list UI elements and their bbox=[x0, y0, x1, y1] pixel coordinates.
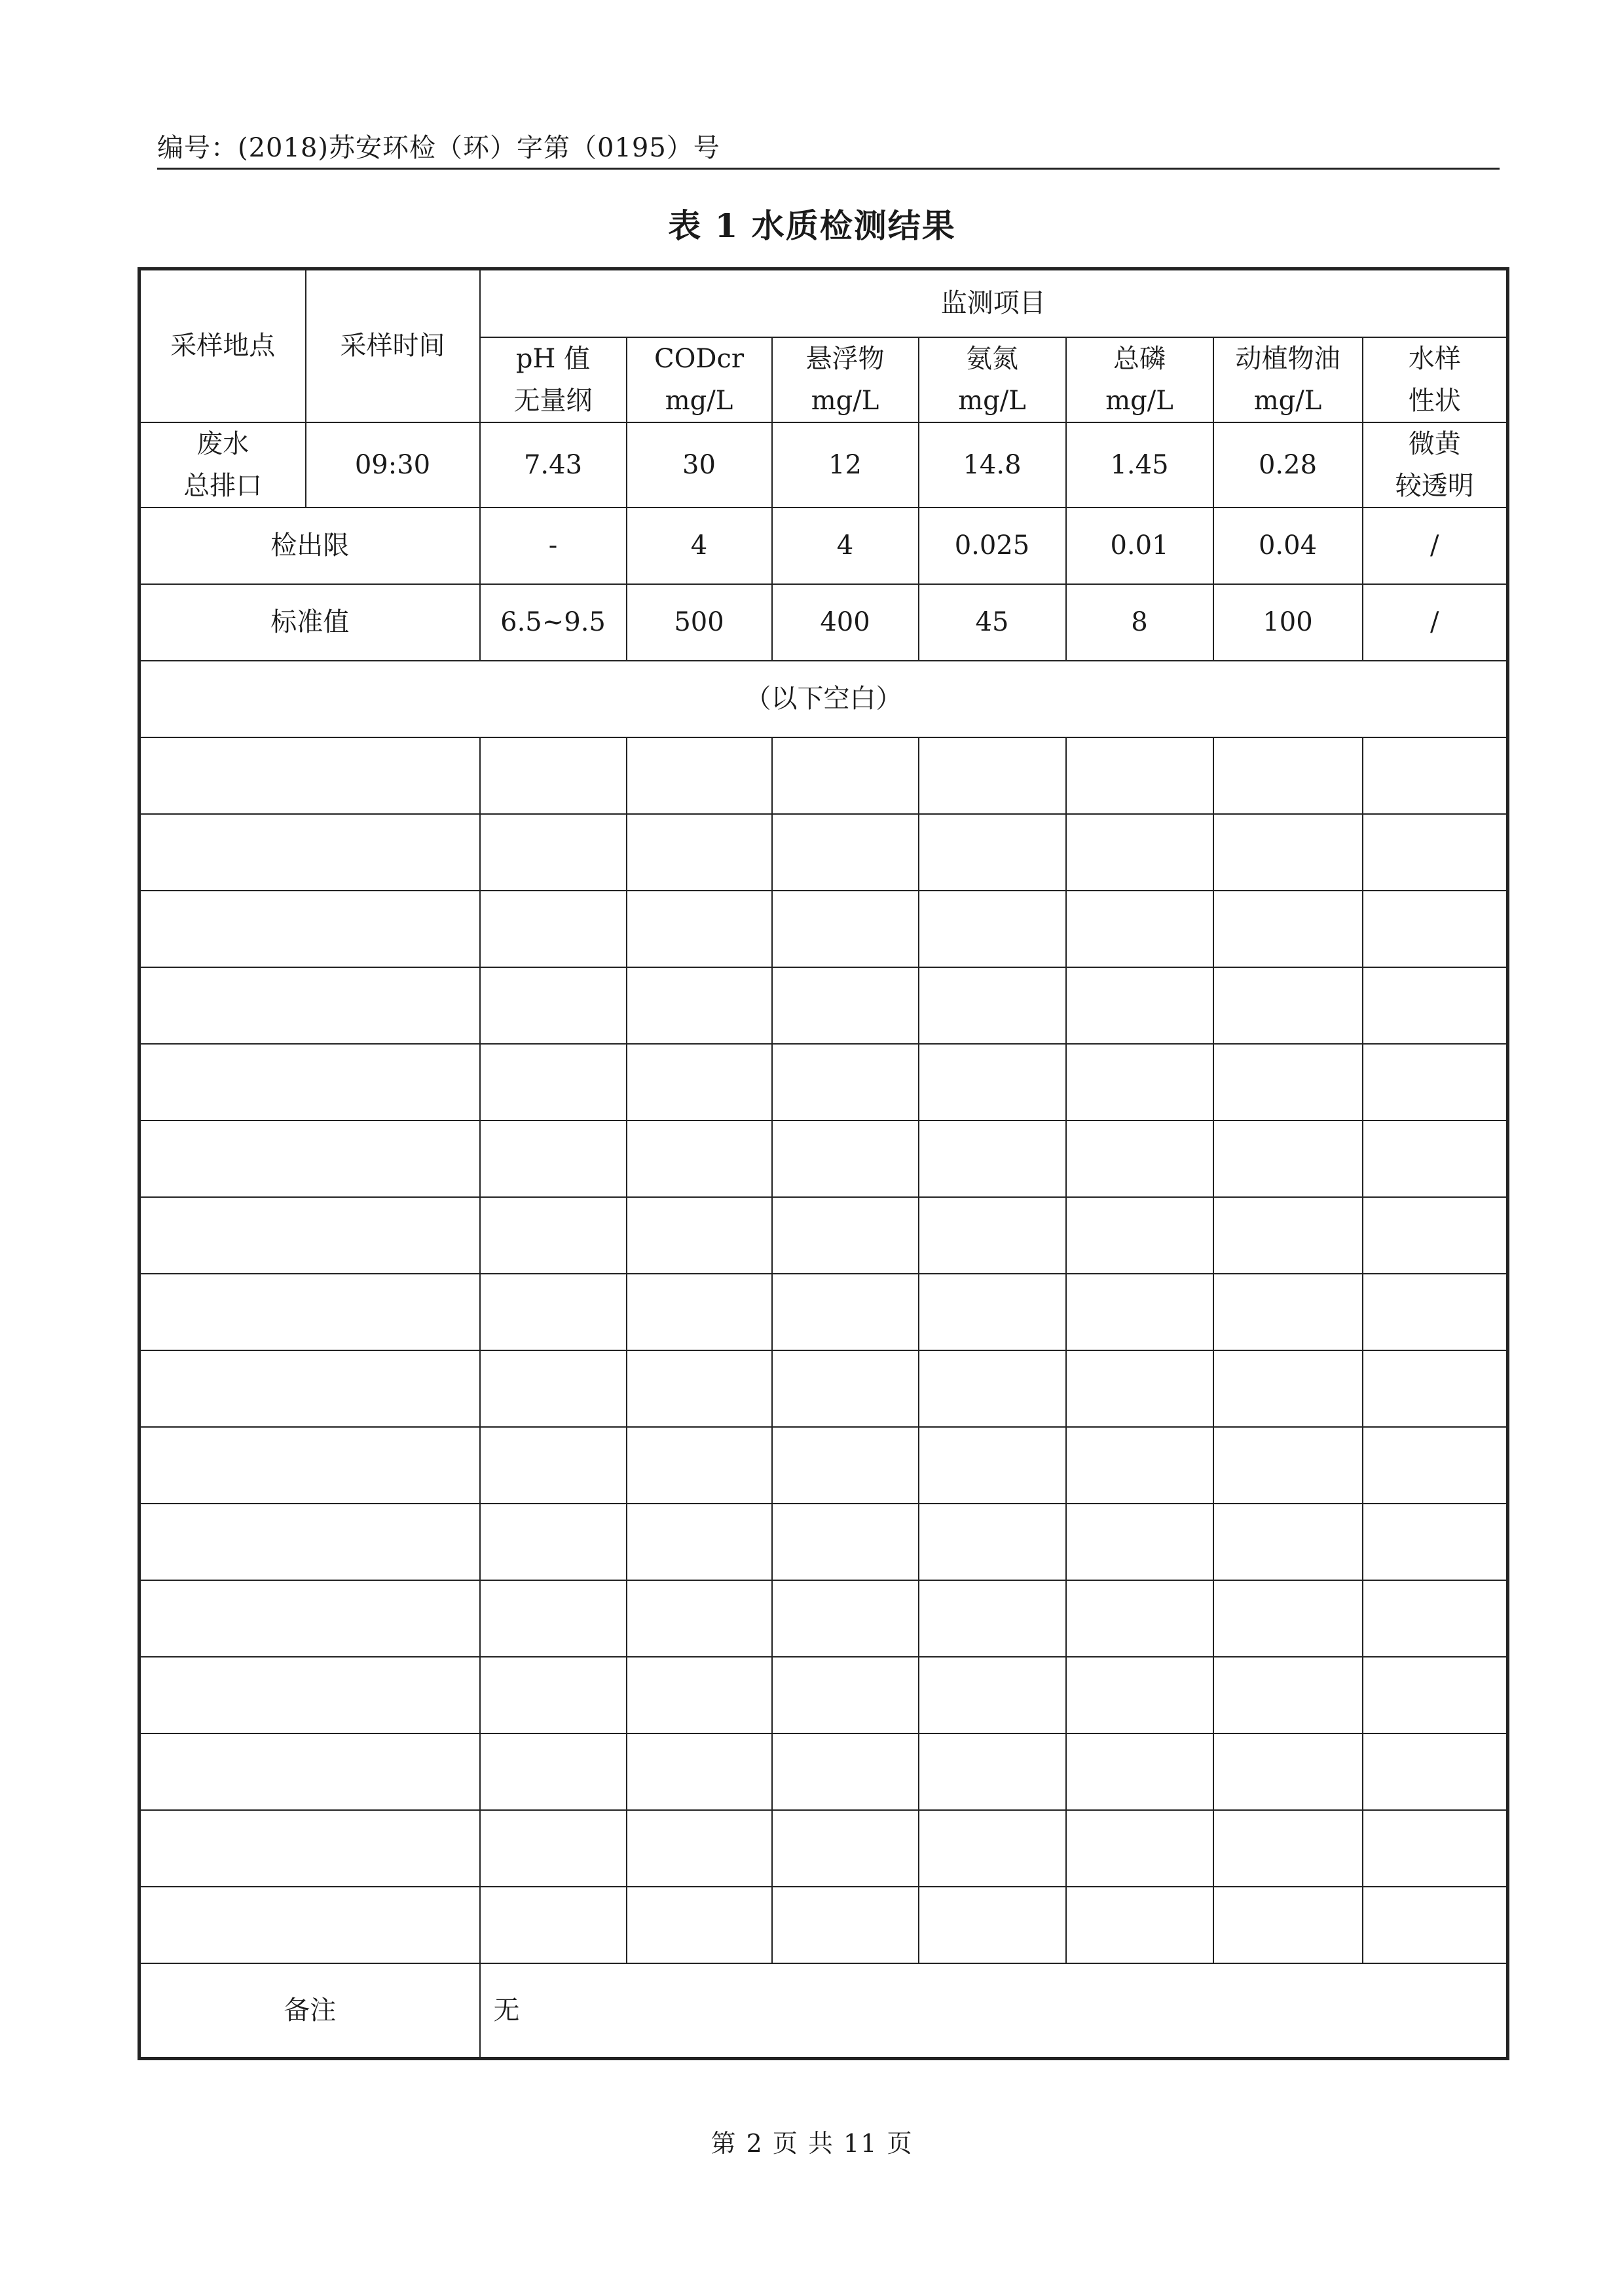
empty-row bbox=[139, 1887, 1508, 1963]
empty-cell bbox=[480, 1427, 627, 1504]
empty-row bbox=[139, 737, 1508, 814]
empty-cell bbox=[480, 1350, 627, 1427]
empty-cell bbox=[1363, 814, 1508, 891]
empty-cell bbox=[919, 891, 1066, 967]
empty-row bbox=[139, 1427, 1508, 1504]
value-codcr: 30 bbox=[627, 422, 772, 508]
empty-cell bbox=[1066, 1657, 1213, 1733]
item-unit: 无量纲 bbox=[513, 385, 593, 416]
empty-cell bbox=[772, 1274, 919, 1350]
empty-cell bbox=[1213, 737, 1363, 814]
item-unit: mg/L bbox=[665, 385, 733, 416]
empty-row bbox=[139, 1120, 1508, 1197]
empty-row bbox=[139, 1504, 1508, 1580]
empty-cell bbox=[1213, 1887, 1363, 1963]
empty-cell bbox=[772, 1120, 919, 1197]
empty-cell bbox=[1363, 1657, 1508, 1733]
empty-cell bbox=[1066, 1120, 1213, 1197]
empty-row bbox=[139, 814, 1508, 891]
empty-cell bbox=[139, 967, 480, 1044]
detection-limit-value: 0.025 bbox=[919, 508, 1066, 584]
empty-cell bbox=[919, 1580, 1066, 1657]
item-unit: mg/L bbox=[958, 385, 1026, 416]
empty-cell bbox=[480, 1733, 627, 1810]
empty-cell bbox=[772, 1657, 919, 1733]
empty-cell bbox=[627, 1274, 772, 1350]
empty-cell bbox=[1066, 1427, 1213, 1504]
empty-cell bbox=[627, 891, 772, 967]
item-name: 总磷 bbox=[1113, 343, 1166, 374]
detection-limit-value: 4 bbox=[772, 508, 919, 584]
empty-cell bbox=[1213, 1274, 1363, 1350]
item-header-ph bbox=[480, 337, 627, 422]
empty-cell bbox=[919, 1810, 1066, 1887]
value-total-phosphorus: 1.45 bbox=[1066, 422, 1213, 508]
empty-cell bbox=[919, 1350, 1066, 1427]
empty-cell bbox=[1213, 814, 1363, 891]
detection-limit-label: 检出限 bbox=[139, 508, 480, 584]
empty-cell bbox=[139, 1733, 480, 1810]
value-appearance: 微黄 较透明 bbox=[1363, 422, 1508, 508]
standard-value: 500 bbox=[627, 584, 772, 661]
item-header-suspended-solids bbox=[772, 337, 919, 422]
empty-cell bbox=[627, 1044, 772, 1120]
empty-cell bbox=[480, 1580, 627, 1657]
standard-label: 标准值 bbox=[139, 584, 480, 661]
remark-row bbox=[139, 1963, 1508, 2059]
empty-cell bbox=[919, 1427, 1066, 1504]
value-suspended-solids: 12 bbox=[772, 422, 919, 508]
empty-cell bbox=[1066, 1810, 1213, 1887]
item-name: 悬浮物 bbox=[805, 343, 885, 374]
empty-cell bbox=[1363, 1197, 1508, 1274]
empty-row bbox=[139, 967, 1508, 1044]
empty-cell bbox=[480, 737, 627, 814]
empty-row bbox=[139, 1274, 1508, 1350]
empty-cell bbox=[480, 1120, 627, 1197]
empty-cell bbox=[1363, 1120, 1508, 1197]
empty-cell bbox=[1363, 1427, 1508, 1504]
empty-cell bbox=[627, 1580, 772, 1657]
empty-cell bbox=[1066, 1580, 1213, 1657]
empty-cell bbox=[919, 737, 1066, 814]
empty-cell bbox=[1363, 1350, 1508, 1427]
empty-cell bbox=[1213, 1810, 1363, 1887]
detection-limit-value: - bbox=[480, 508, 627, 584]
item-header-ammonia-nitrogen bbox=[919, 337, 1066, 422]
empty-cell bbox=[480, 1274, 627, 1350]
empty-cell bbox=[772, 1350, 919, 1427]
empty-cell bbox=[480, 967, 627, 1044]
empty-cell bbox=[1363, 967, 1508, 1044]
standard-value: 6.5~9.5 bbox=[480, 584, 627, 661]
empty-row bbox=[139, 1657, 1508, 1733]
empty-cell bbox=[1066, 967, 1213, 1044]
empty-cell bbox=[772, 1427, 919, 1504]
standard-value: 100 bbox=[1213, 584, 1363, 661]
empty-cell bbox=[772, 1887, 919, 1963]
empty-cell bbox=[1066, 814, 1213, 891]
item-name: CODcr bbox=[654, 343, 744, 374]
item-name: 动植物油 bbox=[1235, 343, 1340, 374]
empty-cell bbox=[1363, 1887, 1508, 1963]
empty-cell bbox=[480, 1197, 627, 1274]
empty-cell bbox=[772, 1197, 919, 1274]
item-header-animal-plant-oil bbox=[1213, 337, 1363, 422]
empty-cell bbox=[139, 1197, 480, 1274]
detection-limit-row bbox=[139, 508, 1508, 584]
empty-row bbox=[139, 1810, 1508, 1887]
empty-cell bbox=[1066, 1887, 1213, 1963]
empty-cell bbox=[139, 1120, 480, 1197]
empty-cell bbox=[627, 1350, 772, 1427]
empty-cell bbox=[480, 1887, 627, 1963]
item-name: 水样 bbox=[1408, 343, 1461, 374]
header-sample-site: 采样地点 bbox=[139, 269, 306, 422]
empty-cell bbox=[139, 1810, 480, 1887]
empty-cell bbox=[1213, 1044, 1363, 1120]
empty-cell bbox=[772, 814, 919, 891]
empty-cell bbox=[1066, 1350, 1213, 1427]
item-unit: mg/L bbox=[1105, 385, 1173, 416]
detection-limit-value: 0.04 bbox=[1213, 508, 1363, 584]
blank-notice: （以下空白） bbox=[139, 661, 1508, 737]
empty-cell bbox=[1066, 737, 1213, 814]
empty-cell bbox=[139, 1274, 480, 1350]
empty-cell bbox=[139, 1504, 480, 1580]
empty-cell bbox=[919, 1504, 1066, 1580]
empty-cell bbox=[480, 1810, 627, 1887]
item-unit: mg/L bbox=[811, 385, 879, 416]
empty-cell bbox=[1213, 1427, 1363, 1504]
empty-cell bbox=[1213, 1120, 1363, 1197]
empty-cell bbox=[919, 1274, 1066, 1350]
empty-cell bbox=[1363, 737, 1508, 814]
empty-cell bbox=[480, 1044, 627, 1120]
empty-cell bbox=[139, 1350, 480, 1427]
empty-cell bbox=[919, 1733, 1066, 1810]
empty-cell bbox=[772, 891, 919, 967]
header-monitoring-items: 监测项目 bbox=[480, 269, 1508, 337]
page-number: 第 2 页 共 11 页 bbox=[710, 2129, 913, 2158]
empty-row bbox=[139, 1350, 1508, 1427]
empty-cell bbox=[772, 1580, 919, 1657]
item-name: 氨氮 bbox=[966, 343, 1018, 374]
table-title: 表 1 水质检测结果 bbox=[668, 206, 956, 245]
empty-cell bbox=[627, 1887, 772, 1963]
empty-cell bbox=[772, 1044, 919, 1120]
empty-cell bbox=[1363, 891, 1508, 967]
empty-cell bbox=[1363, 1810, 1508, 1887]
item-unit: mg/L bbox=[1253, 385, 1322, 416]
empty-row bbox=[139, 1580, 1508, 1657]
value-ph: 7.43 bbox=[480, 422, 627, 508]
empty-cell bbox=[139, 891, 480, 967]
remark-label: 备注 bbox=[139, 1963, 480, 2059]
empty-cell bbox=[1363, 1044, 1508, 1120]
empty-cell bbox=[627, 737, 772, 814]
empty-cell bbox=[1066, 1197, 1213, 1274]
empty-cell bbox=[1066, 1274, 1213, 1350]
empty-row bbox=[139, 1044, 1508, 1120]
empty-cell bbox=[1213, 1733, 1363, 1810]
empty-cell bbox=[772, 1810, 919, 1887]
empty-cell bbox=[480, 1657, 627, 1733]
water-quality-table bbox=[138, 267, 1509, 2060]
item-header-codcr bbox=[627, 337, 772, 422]
empty-cell bbox=[627, 1657, 772, 1733]
empty-cell bbox=[772, 967, 919, 1044]
empty-cell bbox=[139, 1887, 480, 1963]
empty-cell bbox=[1363, 1274, 1508, 1350]
detection-limit-value: 4 bbox=[627, 508, 772, 584]
item-header-water-appearance bbox=[1363, 337, 1508, 422]
sample-site: 废水 总排口 bbox=[139, 422, 306, 508]
header-sample-time: 采样时间 bbox=[306, 269, 480, 422]
item-header-total-phosphorus bbox=[1066, 337, 1213, 422]
standard-value: 45 bbox=[919, 584, 1066, 661]
empty-cell bbox=[1363, 1580, 1508, 1657]
empty-cell bbox=[1066, 1733, 1213, 1810]
standard-value: 8 bbox=[1066, 584, 1213, 661]
empty-cell bbox=[139, 814, 480, 891]
empty-cell bbox=[919, 1044, 1066, 1120]
empty-cell bbox=[919, 967, 1066, 1044]
empty-cell bbox=[627, 1120, 772, 1197]
empty-cell bbox=[1213, 1580, 1363, 1657]
empty-cell bbox=[772, 1504, 919, 1580]
empty-cell bbox=[1213, 1504, 1363, 1580]
empty-cell bbox=[1213, 1657, 1363, 1733]
empty-cell bbox=[1213, 1350, 1363, 1427]
sample-time: 09:30 bbox=[306, 422, 480, 508]
empty-cell bbox=[480, 814, 627, 891]
standard-value: / bbox=[1363, 584, 1508, 661]
empty-cell bbox=[1066, 1044, 1213, 1120]
empty-cell bbox=[627, 1504, 772, 1580]
blank-notice-row bbox=[139, 661, 1508, 737]
empty-cell bbox=[919, 1197, 1066, 1274]
empty-cell bbox=[627, 1197, 772, 1274]
empty-cell bbox=[1213, 891, 1363, 967]
detection-limit-value: / bbox=[1363, 508, 1508, 584]
empty-cell bbox=[139, 1427, 480, 1504]
empty-cell bbox=[919, 1120, 1066, 1197]
empty-row bbox=[139, 891, 1508, 967]
empty-cell bbox=[1066, 1504, 1213, 1580]
value-ammonia-nitrogen: 14.8 bbox=[919, 422, 1066, 508]
empty-cell bbox=[627, 967, 772, 1044]
empty-cell bbox=[627, 1810, 772, 1887]
empty-cell bbox=[627, 814, 772, 891]
item-name: pH 值 bbox=[515, 343, 591, 374]
standard-row bbox=[139, 584, 1508, 661]
empty-cell bbox=[919, 1887, 1066, 1963]
empty-cell bbox=[1213, 1197, 1363, 1274]
empty-cell bbox=[627, 1733, 772, 1810]
empty-cell bbox=[139, 1044, 480, 1120]
empty-cell bbox=[919, 1657, 1066, 1733]
sample-row bbox=[139, 422, 1508, 508]
empty-cell bbox=[139, 1580, 480, 1657]
standard-value: 400 bbox=[772, 584, 919, 661]
empty-cell bbox=[1363, 1733, 1508, 1810]
empty-cell bbox=[1066, 891, 1213, 967]
item-unit: 性状 bbox=[1408, 385, 1461, 416]
value-animal-plant-oil: 0.28 bbox=[1213, 422, 1363, 508]
empty-cell bbox=[772, 1733, 919, 1810]
empty-cell bbox=[919, 814, 1066, 891]
empty-cell bbox=[139, 737, 480, 814]
empty-cell bbox=[1213, 967, 1363, 1044]
empty-cell bbox=[480, 891, 627, 967]
empty-cell bbox=[480, 1504, 627, 1580]
empty-row bbox=[139, 1733, 1508, 1810]
empty-cell bbox=[772, 737, 919, 814]
remark-value: 无 bbox=[480, 1963, 1508, 2059]
empty-cell bbox=[139, 1657, 480, 1733]
detection-limit-value: 0.01 bbox=[1066, 508, 1213, 584]
empty-cell bbox=[627, 1427, 772, 1504]
empty-row bbox=[139, 1197, 1508, 1274]
document-number: 编号：(2018)苏安环检（环）字第（0195）号 bbox=[157, 128, 1500, 170]
empty-cell bbox=[1363, 1504, 1508, 1580]
